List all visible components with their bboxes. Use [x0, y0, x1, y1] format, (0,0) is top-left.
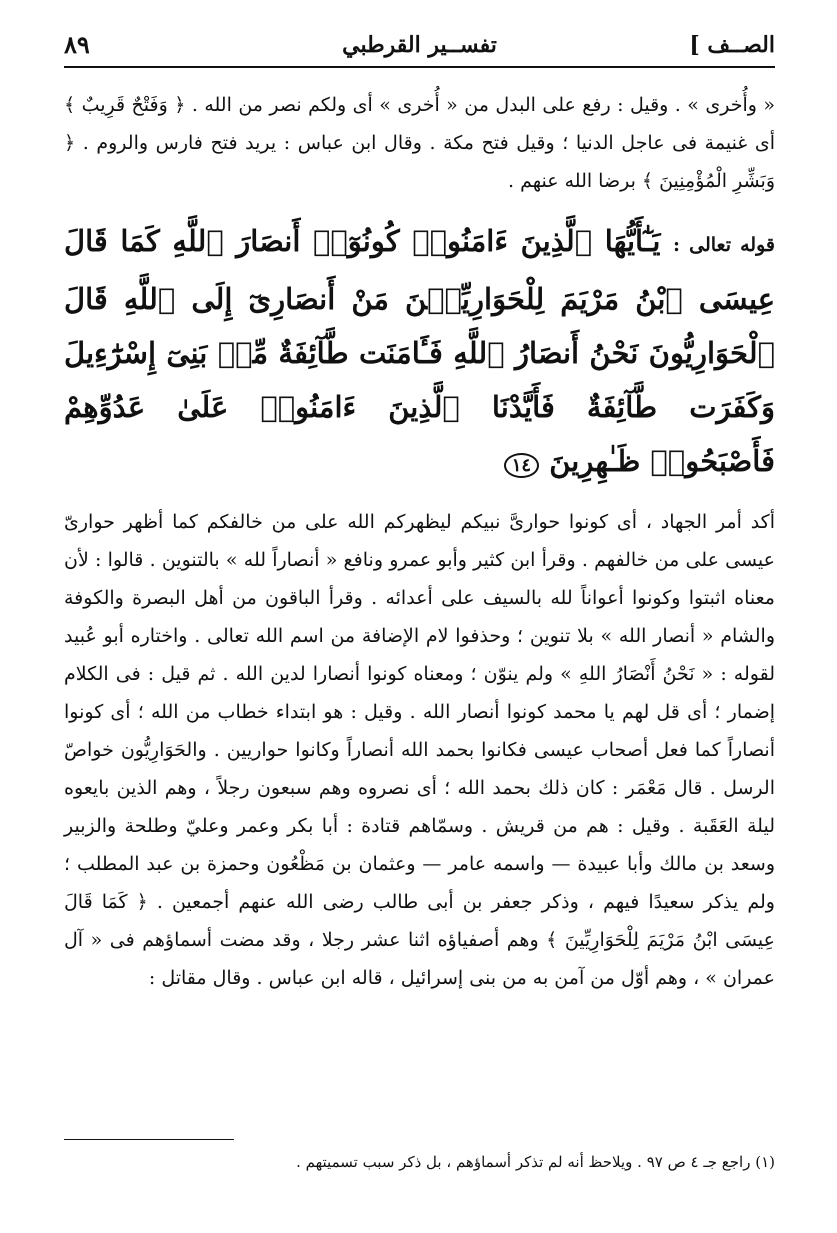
- ayah-number-marker: ١٤: [504, 453, 539, 478]
- verse-text: يَـٰٓأَيُّهَا ٱلَّذِينَ ءَامَنُوا۟ كُونُوٓا۟ أَنصَارَ ٱللَّهِ كَمَا قَالَ عِيسَى ٱبْنُ مَرْيَمَ لِلْحَوَارِيِّـۧنَ مَنْ أَنصَارِىٓ إِلَى ٱللَّهِ قَالَ ٱلْحَوَارِيُّونَ نَحْنُ أَنصَارُ ٱللَّهِ فَـَٔامَنَت طَّآئِفَةٌ مِّنۢ بَنِىٓ إِسْرَٰٓءِيلَ وَكَفَرَت طَّآئِفَةٌ فَأَيَّدْنَا ٱلَّذِينَ ءَامَنُوا۟ عَلَىٰ عَدُوِّهِمْ فَأَصْبَحُوا۟ ظَـٰهِرِينَ: [64, 224, 775, 478]
- footnote-rule: [64, 1139, 234, 1140]
- paragraph-2: أكد أمر الجهاد ، أى كونوا حوارىَّ نبيكم ليظهركم الله على من خالفكم كما أظهر حوارىّ عيسى على من خالفهم . وقرأ ابن كثير وأبو عمرو ونافع « أنصاراً لله » بالتنوين . قالوا : لأن معناه اثبتوا وكونوا أعواناً لله بالسيف على أعدائه . وقرأ الباقون من أهل البصرة والكوفة والشام « أنصار الله » بلا تنوين ؛ وحذفوا لام الإضافة من اسم الله تعالى . واختاره أبو عُبيد لقوله : « نَحْنُ أَنْصَارُ اللهِ » ولم ينوّن ؛ ومعناه كونوا أنصارا لدين الله . ثم قيل : فى الكلام إضمار ؛ أى قل لهم يا محمد كونوا أنصار الله . وقيل : هو ابتداء خطاب من الله ؛ أى كونوا أنصاراً كما فعل أصحاب عيسى فكانوا بحمد الله أنصاراً وكانوا حواريين . والحَوَارِيُّون خواصّ الرسل . قال مَعْمَر : كان ذلك بحمد الله ؛ أى نصروه وهم سبعون رجلاً ، وهم الذين بايعوه ليلة العَقَبة . وقيل : هم من قريش . وسمّاهم قتادة : أبا بكر وعمر وعليّ وطلحة والزبير وسعد بن مالك وأبا عبيدة — واسمه عامر — وعثمان بن مَظْعُون وحمزة بن عبد المطلب ؛ ولم يذكر سعيدًا فيهم ، وذكر جعفر بن أبى طالب رضى الله عنهم أجمعين . ﴿ كَمَا قَالَ عِيسَى ابْنُ مَرْيَمَ لِلْحَوَارِيِّينَ ﴾ وهم أصفياؤه اثنا عشر رجلا ، وقد مضت أسماؤهم فى « آل عمران » ، وهم أوّل من آمن به من بنى إسرائيل ، قاله ابن عباس . وقال مقاتل :: [64, 511, 775, 989]
- header-rule: [64, 66, 775, 68]
- verse-intro: قوله تعالى :: [673, 234, 775, 256]
- page-header: [64, 26, 775, 66]
- quran-verse-block: [64, 214, 775, 493]
- page-number: ٨٩: [64, 30, 90, 59]
- surah-name: الصــف ]: [689, 32, 775, 58]
- running-title: تفســير القرطبي: [342, 32, 497, 58]
- page-body: [64, 86, 775, 1011]
- footnote: (١) راجع جـ ٤ ص ٩٧ . ويلاحظ أنه لم تذكر أسماؤهم ، بل ذكر سبب تسميتهم .: [296, 1153, 775, 1171]
- paragraph-1: « وأُخرى » . وقيل : رفع على البدل من « أُخرى » أى ولكم نصر من الله . ﴿ وَفَتْحٌ قَرِيبٌ ﴾ أى غنيمة فى عاجل الدنيا ؛ وقيل فتح مكة . وقال ابن عباس : يريد فتح فارس والروم . ﴿ وَبَشِّرِ الْمُؤْمِنِينَ ﴾ برضا الله عنهم .: [64, 94, 775, 192]
